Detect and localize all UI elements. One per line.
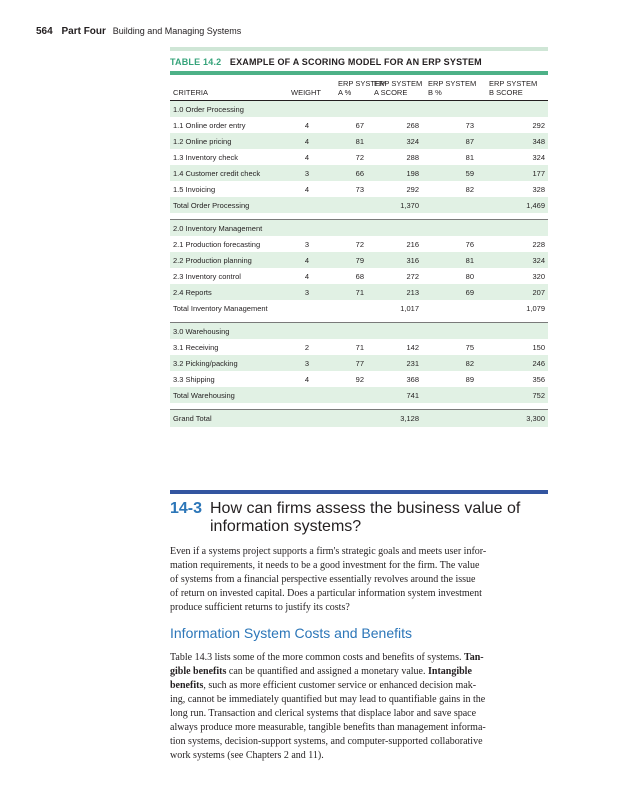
cell-criteria: Grand Total [170, 410, 288, 428]
cell-a-score: 316 [367, 252, 422, 268]
cell-b-pct: 87 [422, 133, 477, 149]
cell-b-pct: 69 [422, 284, 477, 300]
cell-b-score: 150 [532, 342, 545, 352]
cell-b-score: 356 [532, 374, 545, 384]
header-b-pct [422, 75, 477, 101]
cell-a-pct [312, 410, 367, 428]
cell-b-pct: 89 [465, 374, 474, 384]
section-title-line2: information systems? [210, 518, 362, 535]
page-number: 564 [36, 26, 53, 37]
cell-a-pct: 73 [355, 184, 364, 194]
header-b-pct-line1: ERP SYSTEM [428, 79, 477, 88]
cell-b-pct: 73 [465, 120, 474, 130]
table-row-total [170, 197, 548, 213]
text-line: always produce more measurable, tangible benefits than management informa- [170, 722, 486, 733]
cell-criteria: 3.1 Receiving [173, 342, 219, 352]
section-rule [170, 490, 548, 494]
cell-a-pct [312, 101, 367, 118]
cell-weight: 3 [304, 239, 309, 249]
scoring-table-block [170, 47, 548, 427]
table-number: TABLE 14.2 [170, 57, 222, 67]
text-line: ing, cannot be immediately quantified but may lead to quantifiable gains in the [170, 694, 486, 705]
table-row [170, 220, 548, 237]
cell-b-pct: 75 [465, 342, 474, 352]
cell-a-pct [312, 300, 367, 316]
part-title: Building and Managing Systems [112, 26, 242, 36]
cell-a-score: 1,017 [400, 303, 419, 313]
cell-b-pct: 81 [465, 152, 474, 162]
term-benefits: benefits [170, 680, 204, 691]
cell-b-score: 177 [477, 165, 548, 181]
text-run: can be quantified and assigned a monetary value. [226, 666, 428, 677]
cell-criteria: 1.4 Customer credit check [170, 165, 288, 181]
text-line: tion systems, decision-support systems, and computer-supported collaborative [170, 736, 483, 747]
cell-weight: 3 [288, 165, 312, 181]
cell-a-pct: 67 [355, 120, 364, 130]
running-head [36, 26, 241, 37]
header-criteria: CRITERIA [170, 75, 288, 101]
cell-a-score: 324 [367, 133, 422, 149]
table-row [170, 149, 548, 165]
cell-a-pct: 66 [312, 165, 367, 181]
cell-weight: 4 [288, 133, 312, 149]
cell-a-score: 231 [367, 355, 422, 371]
cell-b-score: 3,300 [477, 410, 548, 428]
cell-criteria: 2.4 Reports [170, 284, 288, 300]
header-b-score-line1: ERP SYSTEM [489, 79, 538, 88]
cell-a-pct: 71 [355, 342, 364, 352]
table-row [170, 323, 548, 340]
table-row [170, 165, 548, 181]
cell-weight [288, 300, 312, 316]
cell-b-score: 228 [532, 239, 545, 249]
cell-a-score: 292 [406, 184, 419, 194]
cell-criteria: 1.0 Order Processing [170, 101, 288, 118]
cell-b-score: 752 [477, 387, 548, 403]
section-number: 14-3 [170, 500, 203, 517]
cell-criteria: 1.5 Invoicing [173, 184, 216, 194]
cell-a-score: 213 [367, 284, 422, 300]
table-row [170, 101, 548, 118]
cell-a-pct [312, 323, 367, 340]
cell-weight: 4 [304, 271, 309, 281]
cell-a-pct: 72 [355, 152, 364, 162]
cell-criteria: 3.2 Picking/packing [170, 355, 288, 371]
cell-b-score: 348 [477, 133, 548, 149]
cell-b-score: 246 [477, 355, 548, 371]
header-b-pct-line2: B % [428, 88, 442, 97]
cell-b-pct: 82 [422, 355, 477, 371]
table-row [170, 284, 548, 300]
table-row-total [170, 300, 548, 316]
text-line: Even if a systems project supports a firm's strategic goals and meets user infor- [170, 546, 487, 557]
scoring-table [170, 75, 548, 427]
term-intangible: Intangible [427, 666, 472, 677]
cell-b-pct [422, 220, 477, 237]
cell-b-pct [422, 323, 477, 340]
table-row [170, 268, 548, 284]
cell-b-pct: 81 [422, 252, 477, 268]
cell-weight: 4 [304, 374, 309, 384]
cell-criteria: Total Warehousing [170, 387, 288, 403]
intro-paragraph [170, 545, 548, 615]
cell-weight: 4 [304, 184, 309, 194]
cell-a-score: 288 [406, 152, 419, 162]
section-title [210, 500, 550, 536]
text-line [170, 665, 548, 679]
cell-a-pct: 77 [312, 355, 367, 371]
table-row [170, 355, 548, 371]
cell-criteria: Total Order Processing [170, 197, 288, 213]
cell-a-pct: 81 [312, 133, 367, 149]
text-line [170, 679, 548, 693]
cell-b-score [477, 323, 548, 340]
cell-b-pct [422, 300, 477, 316]
cell-a-score: 368 [406, 374, 419, 384]
cell-a-score: 198 [367, 165, 422, 181]
subsection-heading: Information System Costs and Benefits [170, 625, 412, 641]
table-row [170, 371, 548, 387]
cell-a-pct: 72 [355, 239, 364, 249]
cell-criteria: 1.2 Online pricing [170, 133, 288, 149]
text-line: of systems from a financial perspective essentially revolves around the issue [170, 574, 476, 585]
section-title-line1: How can firms assess the business value of [210, 500, 521, 517]
cell-a-score: 3,128 [367, 410, 422, 428]
costs-benefits-paragraph [170, 651, 548, 763]
text-line: of return on invested capital. Does a particular information system investment [170, 588, 482, 599]
cell-criteria: 2.0 Inventory Management [170, 220, 288, 237]
cell-weight [288, 410, 312, 428]
cell-a-pct [312, 197, 367, 213]
cell-criteria: 1.3 Inventory check [173, 152, 239, 162]
cell-b-pct [422, 197, 477, 213]
text-run: Table 14.3 lists some of the more common costs and benefits of systems. [170, 652, 464, 663]
header-a-pct-line1: ERP SYSTEM [338, 79, 387, 88]
text-line [170, 651, 548, 665]
table-row [170, 181, 548, 197]
cell-weight: 2 [304, 342, 309, 352]
cell-a-score: 272 [406, 271, 419, 281]
cell-b-pct: 82 [465, 184, 474, 194]
cell-b-score: 1,469 [477, 197, 548, 213]
header-weight: WEIGHT [288, 75, 312, 101]
cell-criteria: 2.3 Inventory control [173, 271, 241, 281]
cell-a-score [367, 323, 422, 340]
cell-a-score [367, 101, 422, 118]
header-a-score-line1: ERP SYSTEM [374, 79, 423, 88]
table-row [170, 236, 548, 252]
cell-a-score [367, 220, 422, 237]
cell-weight [288, 387, 312, 403]
term-tangible: Tan- [463, 652, 484, 663]
cell-a-score: 1,370 [367, 197, 422, 213]
cell-criteria: Total Inventory Management [173, 303, 268, 313]
cell-weight: 4 [304, 120, 309, 130]
table-row-grand-total [170, 410, 548, 428]
cell-criteria: 3.3 Shipping [173, 374, 215, 384]
cell-weight [288, 220, 312, 237]
header-a-pct-line2: A % [338, 88, 352, 97]
cell-b-score: 1,079 [526, 303, 545, 313]
cell-a-pct: 68 [355, 271, 364, 281]
cell-b-pct [422, 410, 477, 428]
cell-weight: 3 [288, 284, 312, 300]
cell-b-pct [422, 387, 477, 403]
table-row [170, 117, 548, 133]
cell-a-pct: 71 [312, 284, 367, 300]
text-line: produce sufficient returns to justify its costs? [170, 602, 350, 613]
cell-weight [288, 101, 312, 118]
cell-a-score: 741 [367, 387, 422, 403]
cell-criteria: 3.0 Warehousing [170, 323, 288, 340]
cell-b-pct: 80 [465, 271, 474, 281]
text-line: long run. Transaction and clerical systems that displace labor and save space [170, 708, 477, 719]
header-a-score-line2: A SCORE [374, 88, 408, 97]
cell-a-score: 268 [406, 120, 419, 130]
cell-b-score: 328 [532, 184, 545, 194]
table-row [170, 339, 548, 355]
cell-b-score: 292 [532, 120, 545, 130]
table-row [170, 252, 548, 268]
cell-b-score: 324 [532, 152, 545, 162]
cell-weight: 3 [288, 355, 312, 371]
cell-a-pct: 92 [355, 374, 364, 384]
cell-weight: 4 [304, 152, 309, 162]
header-b-score-line2: B SCORE [489, 88, 523, 97]
table-header-row [170, 75, 548, 101]
table-caption [170, 57, 548, 67]
cell-b-pct: 76 [465, 239, 474, 249]
cell-b-pct [422, 101, 477, 118]
cell-b-score: 324 [477, 252, 548, 268]
cell-a-score: 216 [406, 239, 419, 249]
table-title: EXAMPLE OF A SCORING MODEL FOR AN ERP SYSTEM [229, 57, 482, 67]
header-b-score [477, 75, 548, 101]
cell-a-pct [312, 387, 367, 403]
cell-b-score [477, 101, 548, 118]
cell-b-score: 207 [477, 284, 548, 300]
cell-criteria: 1.1 Online order entry [173, 120, 246, 130]
header-a-score [367, 75, 422, 101]
table-row [170, 133, 548, 149]
table-row-total [170, 387, 548, 403]
term-tangible-benefits: gible benefits [170, 666, 227, 677]
text-run: , such as more efficient customer service or enhanced decision mak- [203, 680, 477, 691]
cell-weight: 4 [288, 252, 312, 268]
cell-a-score: 142 [406, 342, 419, 352]
cell-a-pct [312, 220, 367, 237]
cell-a-pct: 79 [312, 252, 367, 268]
text-line: mation requirements, it needs to be a good investment for the firm. The value [170, 560, 480, 571]
cell-weight [288, 323, 312, 340]
cell-b-score [477, 220, 548, 237]
cell-criteria: 2.2 Production planning [170, 252, 288, 268]
text-line: work systems (see Chapters 2 and 11). [170, 750, 324, 761]
cell-b-pct: 59 [422, 165, 477, 181]
cell-weight [288, 197, 312, 213]
cell-criteria: 2.1 Production forecasting [173, 239, 261, 249]
part-label: Part Four [61, 26, 106, 37]
cell-b-score: 320 [532, 271, 545, 281]
table-top-rule [170, 47, 548, 51]
